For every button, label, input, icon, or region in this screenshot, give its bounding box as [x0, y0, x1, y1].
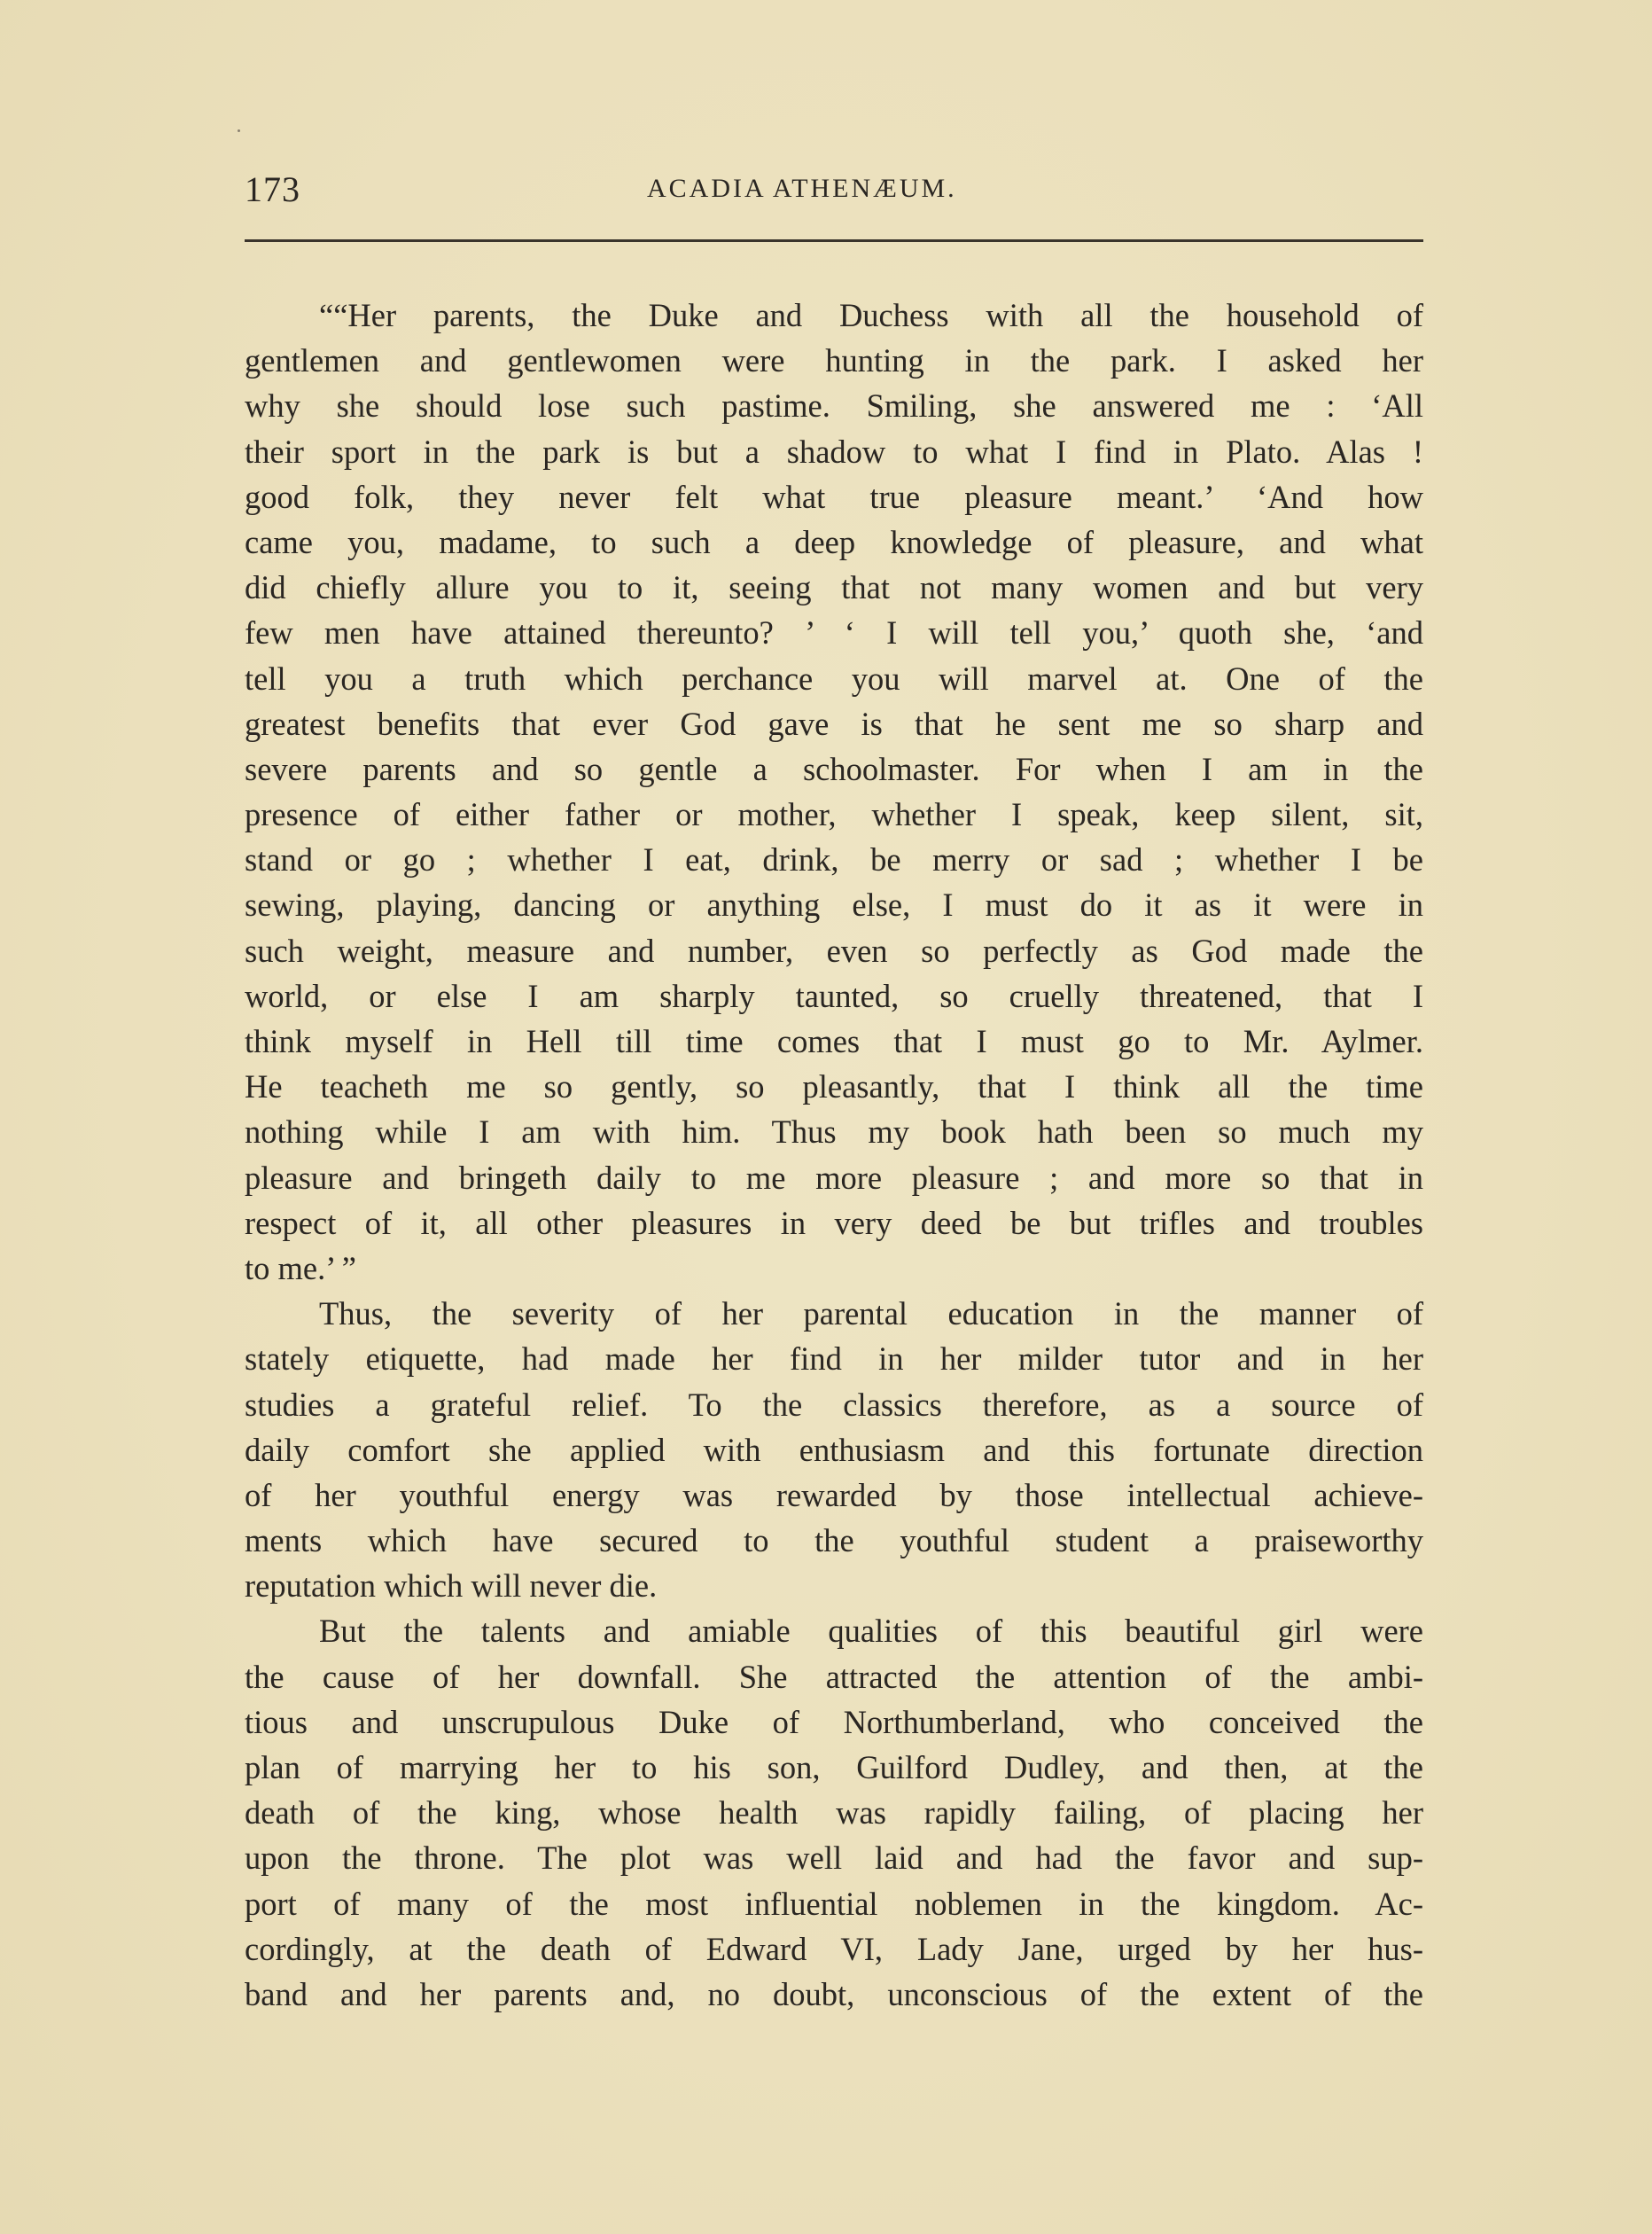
- text-line: tell you a truth which perchance you will marvel at. One of the: [245, 660, 1423, 697]
- text-line: reputation which will never die.: [245, 1567, 658, 1605]
- text-line: greatest benefits that ever God gave is that he sent me so sharp and: [245, 705, 1423, 742]
- text-line: gentlemen and gentlewomen were hunting in the park. I asked her: [245, 342, 1423, 379]
- text-line: respect of it, all other pleasures in very deed be but trifles and troubles: [245, 1204, 1423, 1241]
- text-line: nothing while I am with him. Thus my book hath been so much my: [245, 1113, 1423, 1151]
- text-line: of her youthful energy was rewarded by those intellectual achieve-: [245, 1476, 1423, 1513]
- text-line: severe parents and so gentle a schoolmaster. For when I am in the: [245, 750, 1423, 787]
- text-line: cordingly, at the death of Edward VI, Lady Jane, urged by her hus-: [245, 1930, 1423, 1967]
- text-line: good folk, they never felt what true pleasure meant.’ ‘And how: [245, 478, 1423, 515]
- page-number: 173: [245, 169, 300, 209]
- text-line: came you, madame, to such a deep knowledge of pleasure, and what: [245, 523, 1423, 560]
- text-line: studies a grateful relief. To the classics therefore, as a source of: [245, 1386, 1423, 1423]
- text-line: death of the king, whose health was rapidly failing, of placing her: [245, 1794, 1423, 1832]
- paragraph: [245, 1608, 1423, 2017]
- text-line: tious and unscrupulous Duke of Northumberland, who conceived the: [245, 1703, 1423, 1740]
- text-line: He teacheth me so gently, so pleasantly, that I think all the time: [245, 1068, 1423, 1105]
- text-line: stately etiquette, had made her find in her milder tutor and in her: [245, 1340, 1423, 1378]
- body-text: [245, 293, 1423, 2017]
- text-line: port of many of the most influential noblemen in the kingdom. Ac-: [245, 1885, 1423, 1922]
- text-line: presence of either father or mother, whether I speak, keep silent, sit,: [245, 796, 1423, 833]
- text-line: why she should lose such pastime. Smiling, she answered me : ‘All: [245, 387, 1423, 425]
- running-head: [245, 168, 1423, 213]
- text-line: Thus, the severity of her parental education in the manner of: [319, 1295, 1423, 1332]
- text-line: band and her parents and, no doubt, unconscious of the extent of the: [245, 1975, 1423, 2012]
- text-line: But the talents and amiable qualities of this beautiful girl were: [319, 1613, 1423, 1650]
- text-line: their sport in the park is but a shadow to what I find in Plato. Alas !: [245, 433, 1423, 470]
- text-line: ments which have secured to the youthful student a praiseworthy: [245, 1522, 1423, 1559]
- text-line: pleasure and bringeth daily to me more pleasure ; and more so that in: [245, 1159, 1423, 1196]
- journal-title: ACADIA ATHENÆUM.: [647, 174, 957, 203]
- text-line: plan of marrying her to his son, Guilford Dudley, and then, at the: [245, 1749, 1423, 1785]
- text-line: to me.’ ”: [245, 1249, 357, 1286]
- paper-speck: [238, 129, 240, 132]
- text-line: stand or go ; whether I eat, drink, be merry or sad ; whether I be: [245, 841, 1423, 879]
- text-line: few men have attained thereunto? ’ ‘ I will tell you,’ quoth she, ‘and: [245, 614, 1423, 652]
- header-rule: [245, 239, 1423, 242]
- paragraph: [245, 293, 1423, 1291]
- text-line: the cause of her downfall. She attracted the attention of the ambi-: [245, 1658, 1423, 1695]
- text-line: sewing, playing, dancing or anything else, I must do it as it were in: [245, 887, 1423, 924]
- text-line: world, or else I am sharply taunted, so cruelly threatened, that I: [245, 977, 1423, 1014]
- text-line: daily comfort she applied with enthusiasm and this fortunate direction: [245, 1431, 1423, 1468]
- text-line: ““Her parents, the Duke and Duchess with all the household of: [319, 297, 1423, 333]
- text-line: upon the throne. The plot was well laid and had the favor and sup-: [245, 1840, 1423, 1877]
- text-line: think myself in Hell till time comes that I must go to Mr. Aylmer.: [245, 1023, 1423, 1059]
- paragraph: [245, 1291, 1423, 1608]
- text-line: such weight, measure and number, even so perfectly as God made the: [245, 932, 1423, 969]
- text-line: did chiefly allure you to it, seeing that not many women and but very: [245, 569, 1423, 606]
